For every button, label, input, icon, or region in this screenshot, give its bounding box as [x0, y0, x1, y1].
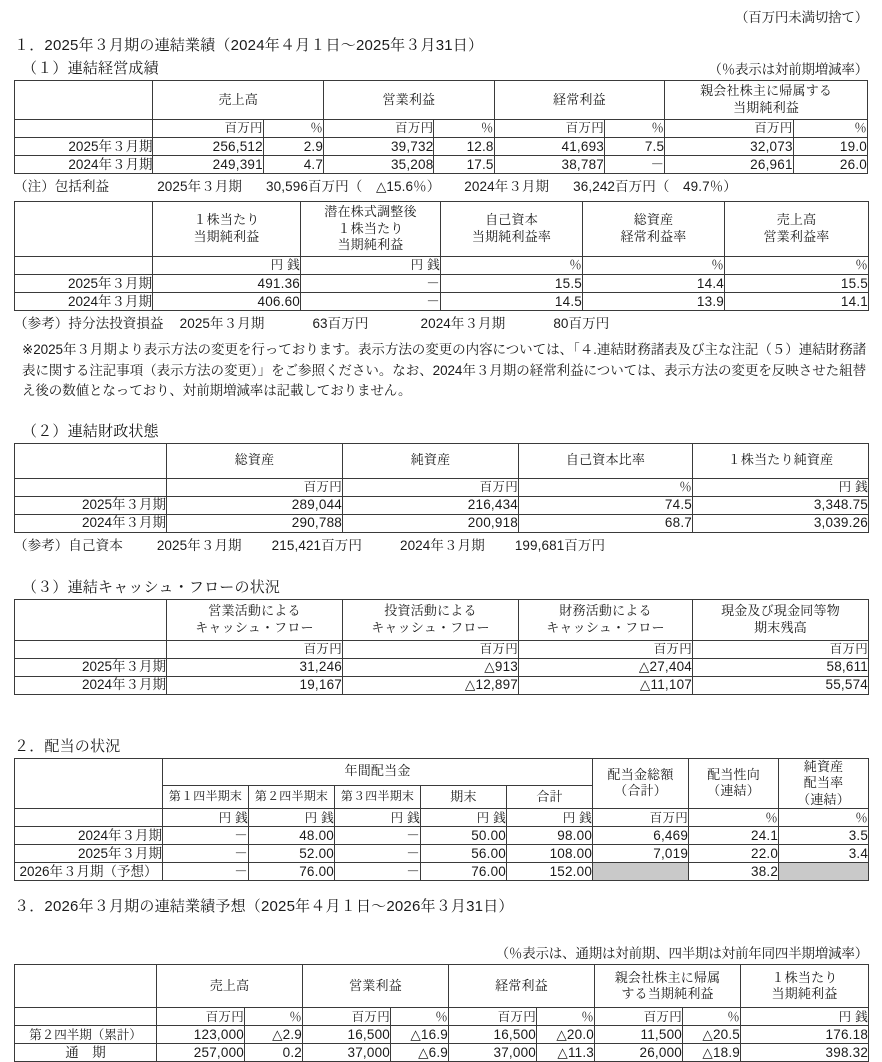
- table-row: [15, 676, 869, 694]
- footnote-value-1: 63百万円: [312, 316, 369, 331]
- unit-row-label: [15, 257, 153, 275]
- cell-value: △18.9: [683, 1044, 741, 1062]
- cell-value: 39,732: [324, 138, 434, 156]
- col-header-q1-end: 第１四半期末: [163, 786, 249, 809]
- col-header-diluted-eps: [301, 202, 441, 257]
- cell-value: 216,434: [343, 496, 519, 514]
- cell-value: 3,348.75: [693, 496, 869, 514]
- unit-cell: 百万円: [593, 809, 689, 827]
- table-row-header: [15, 599, 869, 640]
- corner-cell: [15, 965, 157, 1008]
- cell-value: 26,961: [665, 156, 793, 174]
- unit-row-label: [15, 809, 163, 827]
- col-header-net-sales: 売上高: [153, 81, 324, 120]
- table-dividends: [14, 758, 869, 882]
- table-row: [15, 1026, 869, 1044]
- cell-value: 0.2: [245, 1044, 303, 1062]
- section1-sub3-heading: （３）連結キャッシュ・フローの状況: [22, 578, 281, 596]
- cell-value: 37,000: [303, 1044, 391, 1062]
- unit-cell: 百万円: [157, 1008, 245, 1026]
- col-header-line2: 期末残高: [754, 619, 807, 635]
- cell-value: －: [301, 275, 441, 293]
- unit-cell: 百万円: [693, 640, 869, 658]
- table-row-units: [15, 257, 869, 275]
- footnote-period-2: 2024年３月期: [464, 179, 550, 194]
- cell-value: 290,788: [167, 514, 343, 532]
- footnote-value-2: 36,242百万円（ 49.7％）: [573, 179, 737, 194]
- table-row-forecast: [15, 863, 869, 881]
- unit-cell: 円 銭: [693, 478, 869, 496]
- table-row-header: [15, 443, 869, 478]
- row-label: 2024年３月期: [15, 514, 167, 532]
- footnote-period-1: 2025年３月期: [156, 537, 242, 553]
- cell-value: －: [163, 827, 249, 845]
- cell-value: 22.0: [689, 845, 779, 863]
- cell-value: 14.4: [583, 275, 725, 293]
- footnote-value-1: 30,596百万円（ △15.6％）: [266, 179, 441, 194]
- col-header-total: 合計: [507, 786, 593, 809]
- cell-value: 406.60: [153, 293, 301, 311]
- table-row: [15, 293, 869, 311]
- cell-value: 256,512: [153, 138, 263, 156]
- table-row: [15, 845, 869, 863]
- col-header-bps: １株当たり純資産: [693, 443, 869, 478]
- unit-cell: 百万円: [343, 478, 519, 496]
- table-row-units: [15, 478, 869, 496]
- col-header-line1: 親会社株主に帰属: [614, 969, 721, 985]
- cell-value: △16.9: [391, 1026, 449, 1044]
- shareholders-equity-footnote: [0, 534, 882, 554]
- table-consolidated-operating-results: [14, 80, 868, 174]
- col-header-line3: （連結）: [797, 791, 850, 807]
- corner-cell: [15, 202, 153, 257]
- row-label: 2025年３月期: [15, 275, 153, 293]
- cell-value: 31,246: [167, 658, 343, 676]
- cell-value: 11,500: [595, 1026, 683, 1044]
- cell-value: 15.5: [725, 275, 869, 293]
- cell-value: 76.00: [421, 863, 507, 881]
- footnote-label: （参考）自己資本: [14, 537, 123, 553]
- col-header-payout-ratio: [689, 758, 779, 809]
- table-per-share-and-ratios: [14, 201, 869, 311]
- unit-cell: 百万円: [449, 1008, 537, 1026]
- col-header-line1: 親会社株主に帰属する: [700, 83, 833, 99]
- table-financial-position: [14, 443, 869, 533]
- col-header-roa: [583, 202, 725, 257]
- section2-heading: ２．配当の状況: [14, 737, 121, 755]
- cell-value: 108.00: [507, 845, 593, 863]
- table-row: [15, 514, 869, 532]
- footnote-value-2: 80百万円: [553, 316, 610, 331]
- unit-cell: 円 銭: [741, 1008, 869, 1026]
- cell-value-na: [779, 863, 869, 881]
- corner-cell: [15, 81, 153, 120]
- col-header-line1: 現金及び現金同等物: [721, 602, 840, 618]
- unit-cell: 百万円: [167, 640, 343, 658]
- corner-cell: [15, 443, 167, 478]
- unit-cell: 百万円: [153, 120, 263, 138]
- col-header-line1: 潜在株式調整後: [324, 204, 417, 220]
- table-forecast: [14, 964, 869, 1062]
- col-header-net-sales: 売上高: [157, 965, 303, 1008]
- cell-value: 76.00: [249, 863, 335, 881]
- footnote-label: （注）包括利益: [14, 179, 110, 194]
- unit-cell: ％: [779, 809, 869, 827]
- col-header-eps: [741, 965, 869, 1008]
- cell-value: 37,000: [449, 1044, 537, 1062]
- cell-value: 491.36: [153, 275, 301, 293]
- col-header-total-dividends: [593, 758, 689, 809]
- col-header-line2: 配当率: [803, 775, 844, 791]
- unit-cell: 百万円: [324, 120, 434, 138]
- unit-row-label: [15, 1008, 157, 1026]
- cell-value: 98.00: [507, 827, 593, 845]
- col-header-line1: １株当たり: [771, 969, 838, 985]
- table-row-header: [15, 202, 869, 257]
- cell-value: 19.0: [793, 138, 867, 156]
- row-label: 2024年３月期: [15, 293, 153, 311]
- col-header-line2: 当期純利益: [771, 986, 838, 1002]
- cell-value: 12.8: [434, 138, 494, 156]
- col-header-annual-dividends: 年間配当金: [163, 758, 593, 785]
- section1-sub1-heading: （１）連結経営成績: [22, 60, 159, 77]
- cell-value-na: [593, 863, 689, 881]
- corner-cell: [15, 599, 167, 640]
- col-header-line1: 自己資本: [485, 212, 538, 228]
- unit-cell: 円 銭: [301, 257, 441, 275]
- cell-value: △20.5: [683, 1026, 741, 1044]
- col-header-operating-income: 営業利益: [303, 965, 449, 1008]
- cell-value: －: [163, 845, 249, 863]
- footnote-period-1: 2025年３月期: [157, 179, 243, 194]
- col-header-line2: キャッシュ・フロー: [371, 619, 490, 635]
- footnote-period-1: 2025年３月期: [179, 316, 265, 331]
- cell-value: 26.0: [793, 156, 867, 174]
- col-header-line1: 配当金総額: [607, 766, 674, 782]
- row-label: 2026年３月期（予想）: [15, 863, 163, 881]
- cell-value: △11,107: [519, 676, 693, 694]
- section3-heading: ３．2026年３月期の連結業績予想（2025年４月１日～2026年３月31日）: [14, 898, 514, 916]
- row-label: 第２四半期（累計）: [15, 1026, 157, 1044]
- col-header-equity-ratio: 自己資本比率: [519, 443, 693, 478]
- col-header-line1: 配当性向: [707, 766, 760, 782]
- unit-cell: ％: [537, 1008, 595, 1026]
- col-header-net-assets: 純資産: [343, 443, 519, 478]
- cell-value: －: [335, 827, 421, 845]
- cell-value: 16,500: [449, 1026, 537, 1044]
- col-header-line1: １株当たり: [193, 212, 260, 228]
- cell-value: △20.0: [537, 1026, 595, 1044]
- table-row: [15, 275, 869, 293]
- unit-cell: ％: [391, 1008, 449, 1026]
- cell-value: 123,000: [157, 1026, 245, 1044]
- table-row-units: [15, 120, 868, 138]
- cell-value: 15.5: [441, 275, 583, 293]
- cell-value: 4.7: [263, 156, 323, 174]
- cell-value: 3,039.26: [693, 514, 869, 532]
- col-header-line2: 当期純利益率: [471, 229, 552, 244]
- cell-value: 200,918: [343, 514, 519, 532]
- col-header-line2: 経常利益率: [620, 229, 687, 244]
- col-header-line2: （連結）: [707, 783, 760, 799]
- cell-value: 55,574: [693, 676, 869, 694]
- cell-value: 41,693: [494, 138, 604, 156]
- cell-value: 38,787: [494, 156, 604, 174]
- cell-value: 24.1: [689, 827, 779, 845]
- unit-cell: ％: [725, 257, 869, 275]
- cell-value: 3.5: [779, 827, 869, 845]
- table-cash-flows: [14, 599, 869, 695]
- corner-cell: [15, 758, 163, 809]
- col-header-investing-cf: [343, 599, 519, 640]
- unit-row-label: [15, 478, 167, 496]
- col-header-line1: 財務活動による: [559, 602, 652, 618]
- col-header-line2: （合計）: [614, 783, 667, 799]
- table-row-header-group: [15, 758, 869, 785]
- cell-value: －: [335, 863, 421, 881]
- cell-value: △12,897: [343, 676, 519, 694]
- cell-value: △2.9: [245, 1026, 303, 1044]
- col-header-line1: 営業活動による: [208, 602, 301, 618]
- table-row: [15, 827, 869, 845]
- col-header-eps: [153, 202, 301, 257]
- unit-cell: 百万円: [519, 640, 693, 658]
- cell-value: 7,019: [593, 845, 689, 863]
- col-header-net-income-parent: [595, 965, 741, 1008]
- cell-value: △6.9: [391, 1044, 449, 1062]
- col-header-line1: 総資産: [633, 212, 674, 228]
- unit-cell: ％: [689, 809, 779, 827]
- unit-cell: 円 銭: [163, 809, 249, 827]
- col-header-line1: 売上高: [776, 212, 817, 228]
- col-header-ordinary-income: 経常利益: [494, 81, 665, 120]
- col-header-line1: 純資産: [803, 758, 844, 774]
- col-header-financing-cf: [519, 599, 693, 640]
- section1-sub2-heading: （２）連結財政状態: [22, 422, 159, 440]
- cell-value: 398.32: [741, 1044, 869, 1062]
- cell-value: 32,073: [665, 138, 793, 156]
- equity-method-footnote: [0, 312, 882, 332]
- table-row: [15, 496, 869, 514]
- col-header-ordinary-income: 経常利益: [449, 965, 595, 1008]
- row-label: 2025年３月期: [15, 658, 167, 676]
- col-header-dividend-on-equity: [779, 758, 869, 809]
- table-row-header: [15, 81, 868, 120]
- footnote-label: （参考）持分法投資損益: [14, 316, 164, 331]
- table-row: [15, 156, 868, 174]
- cell-value: 2.9: [263, 138, 323, 156]
- col-header-line2: キャッシュ・フロー: [195, 619, 314, 635]
- row-label: 通 期: [15, 1044, 157, 1062]
- col-header-operating-income: 営業利益: [324, 81, 495, 120]
- cell-value: 19,167: [167, 676, 343, 694]
- cell-value: 52.00: [249, 845, 335, 863]
- row-label: 2025年３月期: [15, 845, 163, 863]
- col-header-total-assets: 総資産: [167, 443, 343, 478]
- footnote-period-2: 2024年３月期: [399, 537, 485, 553]
- col-header-line2: 当期純利益: [733, 100, 800, 115]
- col-header-year-end: 期末: [421, 786, 507, 809]
- unit-cell: ％: [793, 120, 867, 138]
- col-header-operating-margin: [725, 202, 869, 257]
- presentation-change-note: ※2025年３月期より表示方法の変更を行っております。表示方法の変更の内容については、「４.連結財務諸表及び主な注記（５）連結財務諸表に関する注記事項（表示方法の変更）」をご参照ください。なお、2024年３月期の経常利益については、表示方法の変更を反映させた組替え後の数値となっており、対前期増減率は記載しておりません。: [22, 342, 866, 399]
- cell-value: 16,500: [303, 1026, 391, 1044]
- section1-heading: １．2025年３月期の連結業績（2024年４月１日～2025年３月31日）: [14, 37, 484, 54]
- cell-value: 74.5: [519, 496, 693, 514]
- col-header-line2: キャッシュ・フロー: [546, 619, 665, 635]
- table-row-header: [15, 965, 869, 1008]
- cell-value: 289,044: [167, 496, 343, 514]
- row-label: 2024年３月期: [15, 156, 153, 174]
- unit-cell: 円 銭: [249, 809, 335, 827]
- col-header-roe: [441, 202, 583, 257]
- unit-cell: 百万円: [167, 478, 343, 496]
- rounding-note: （百万円未満切捨て）: [735, 10, 868, 25]
- unit-cell: ％: [583, 257, 725, 275]
- table-row-units: [15, 809, 869, 827]
- cell-value: 56.00: [421, 845, 507, 863]
- unit-row-label: [15, 120, 153, 138]
- unit-cell: ％: [434, 120, 494, 138]
- footnote-value-1: 215,421百万円: [271, 537, 362, 553]
- footnote-period-2: 2024年３月期: [420, 316, 506, 331]
- cell-value: 35,208: [324, 156, 434, 174]
- cell-value: 50.00: [421, 827, 507, 845]
- col-header-q2-end: 第２四半期末: [249, 786, 335, 809]
- row-label: 2024年３月期: [15, 827, 163, 845]
- unit-cell: ％: [519, 478, 693, 496]
- col-header-operating-cf: [167, 599, 343, 640]
- row-label: 2025年３月期: [15, 496, 167, 514]
- cell-value: 257,000: [157, 1044, 245, 1062]
- cell-value: 38.2: [689, 863, 779, 881]
- unit-cell: 百万円: [595, 1008, 683, 1026]
- table-row: [15, 138, 868, 156]
- cell-value: －: [301, 293, 441, 311]
- cell-value: 26,000: [595, 1044, 683, 1062]
- cell-value: －: [335, 845, 421, 863]
- cell-value: 68.7: [519, 514, 693, 532]
- unit-cell: ％: [245, 1008, 303, 1026]
- table-row: [15, 658, 869, 676]
- unit-cell: 百万円: [665, 120, 793, 138]
- cell-value: 152.00: [507, 863, 593, 881]
- comprehensive-income-footnote: [0, 175, 882, 195]
- unit-cell: ％: [683, 1008, 741, 1026]
- cell-value: 176.18: [741, 1026, 869, 1044]
- table-row-units: [15, 640, 869, 658]
- section3-note: （％表示は、通期は対前期、四半期は対前年同四半期増減率）: [495, 946, 868, 962]
- cell-value: －: [163, 863, 249, 881]
- unit-cell: 円 銭: [153, 257, 301, 275]
- unit-cell: 百万円: [343, 640, 519, 658]
- cell-value: 58,611: [693, 658, 869, 676]
- col-header-net-income-parent: [665, 81, 868, 120]
- table-row-units: [15, 1008, 869, 1026]
- unit-cell: ％: [441, 257, 583, 275]
- section1-sub1-note: （％表示は対前期増減率）: [708, 62, 868, 77]
- unit-cell: 百万円: [303, 1008, 391, 1026]
- cell-value: 48.00: [249, 827, 335, 845]
- col-header-q3-end: 第３四半期末: [335, 786, 421, 809]
- cell-value: △27,404: [519, 658, 693, 676]
- col-header-cash-equivalents: [693, 599, 869, 640]
- cell-value: 249,391: [153, 156, 263, 174]
- cell-value: 14.1: [725, 293, 869, 311]
- cell-value: 17.5: [434, 156, 494, 174]
- row-label: 2024年３月期: [15, 676, 167, 694]
- row-label: 2025年３月期: [15, 138, 153, 156]
- unit-cell: 円 銭: [421, 809, 507, 827]
- cell-value: 13.9: [583, 293, 725, 311]
- cell-value: 3.4: [779, 845, 869, 863]
- col-header-line2: １株当たり: [337, 220, 404, 236]
- cell-value: △11.3: [537, 1044, 595, 1062]
- col-header-line2: 営業利益率: [763, 229, 830, 244]
- unit-cell: ％: [263, 120, 323, 138]
- unit-row-label: [15, 640, 167, 658]
- unit-cell: 百万円: [494, 120, 604, 138]
- cell-value: △913: [343, 658, 519, 676]
- col-header-line2: する当期純利益: [621, 986, 714, 1002]
- col-header-line3: 当期純利益: [337, 237, 404, 253]
- cell-value: 14.5: [441, 293, 583, 311]
- col-header-line2: 当期純利益: [193, 229, 260, 244]
- table-row: [15, 1044, 869, 1062]
- unit-cell: 円 銭: [507, 809, 593, 827]
- cell-value: 6,469: [593, 827, 689, 845]
- cell-value: 7.5: [605, 138, 665, 156]
- footnote-value-2: 199,681百万円: [514, 537, 606, 553]
- unit-cell: 円 銭: [335, 809, 421, 827]
- cell-value: －: [605, 156, 665, 174]
- col-header-line1: 投資活動による: [384, 602, 477, 618]
- unit-cell: ％: [605, 120, 665, 138]
